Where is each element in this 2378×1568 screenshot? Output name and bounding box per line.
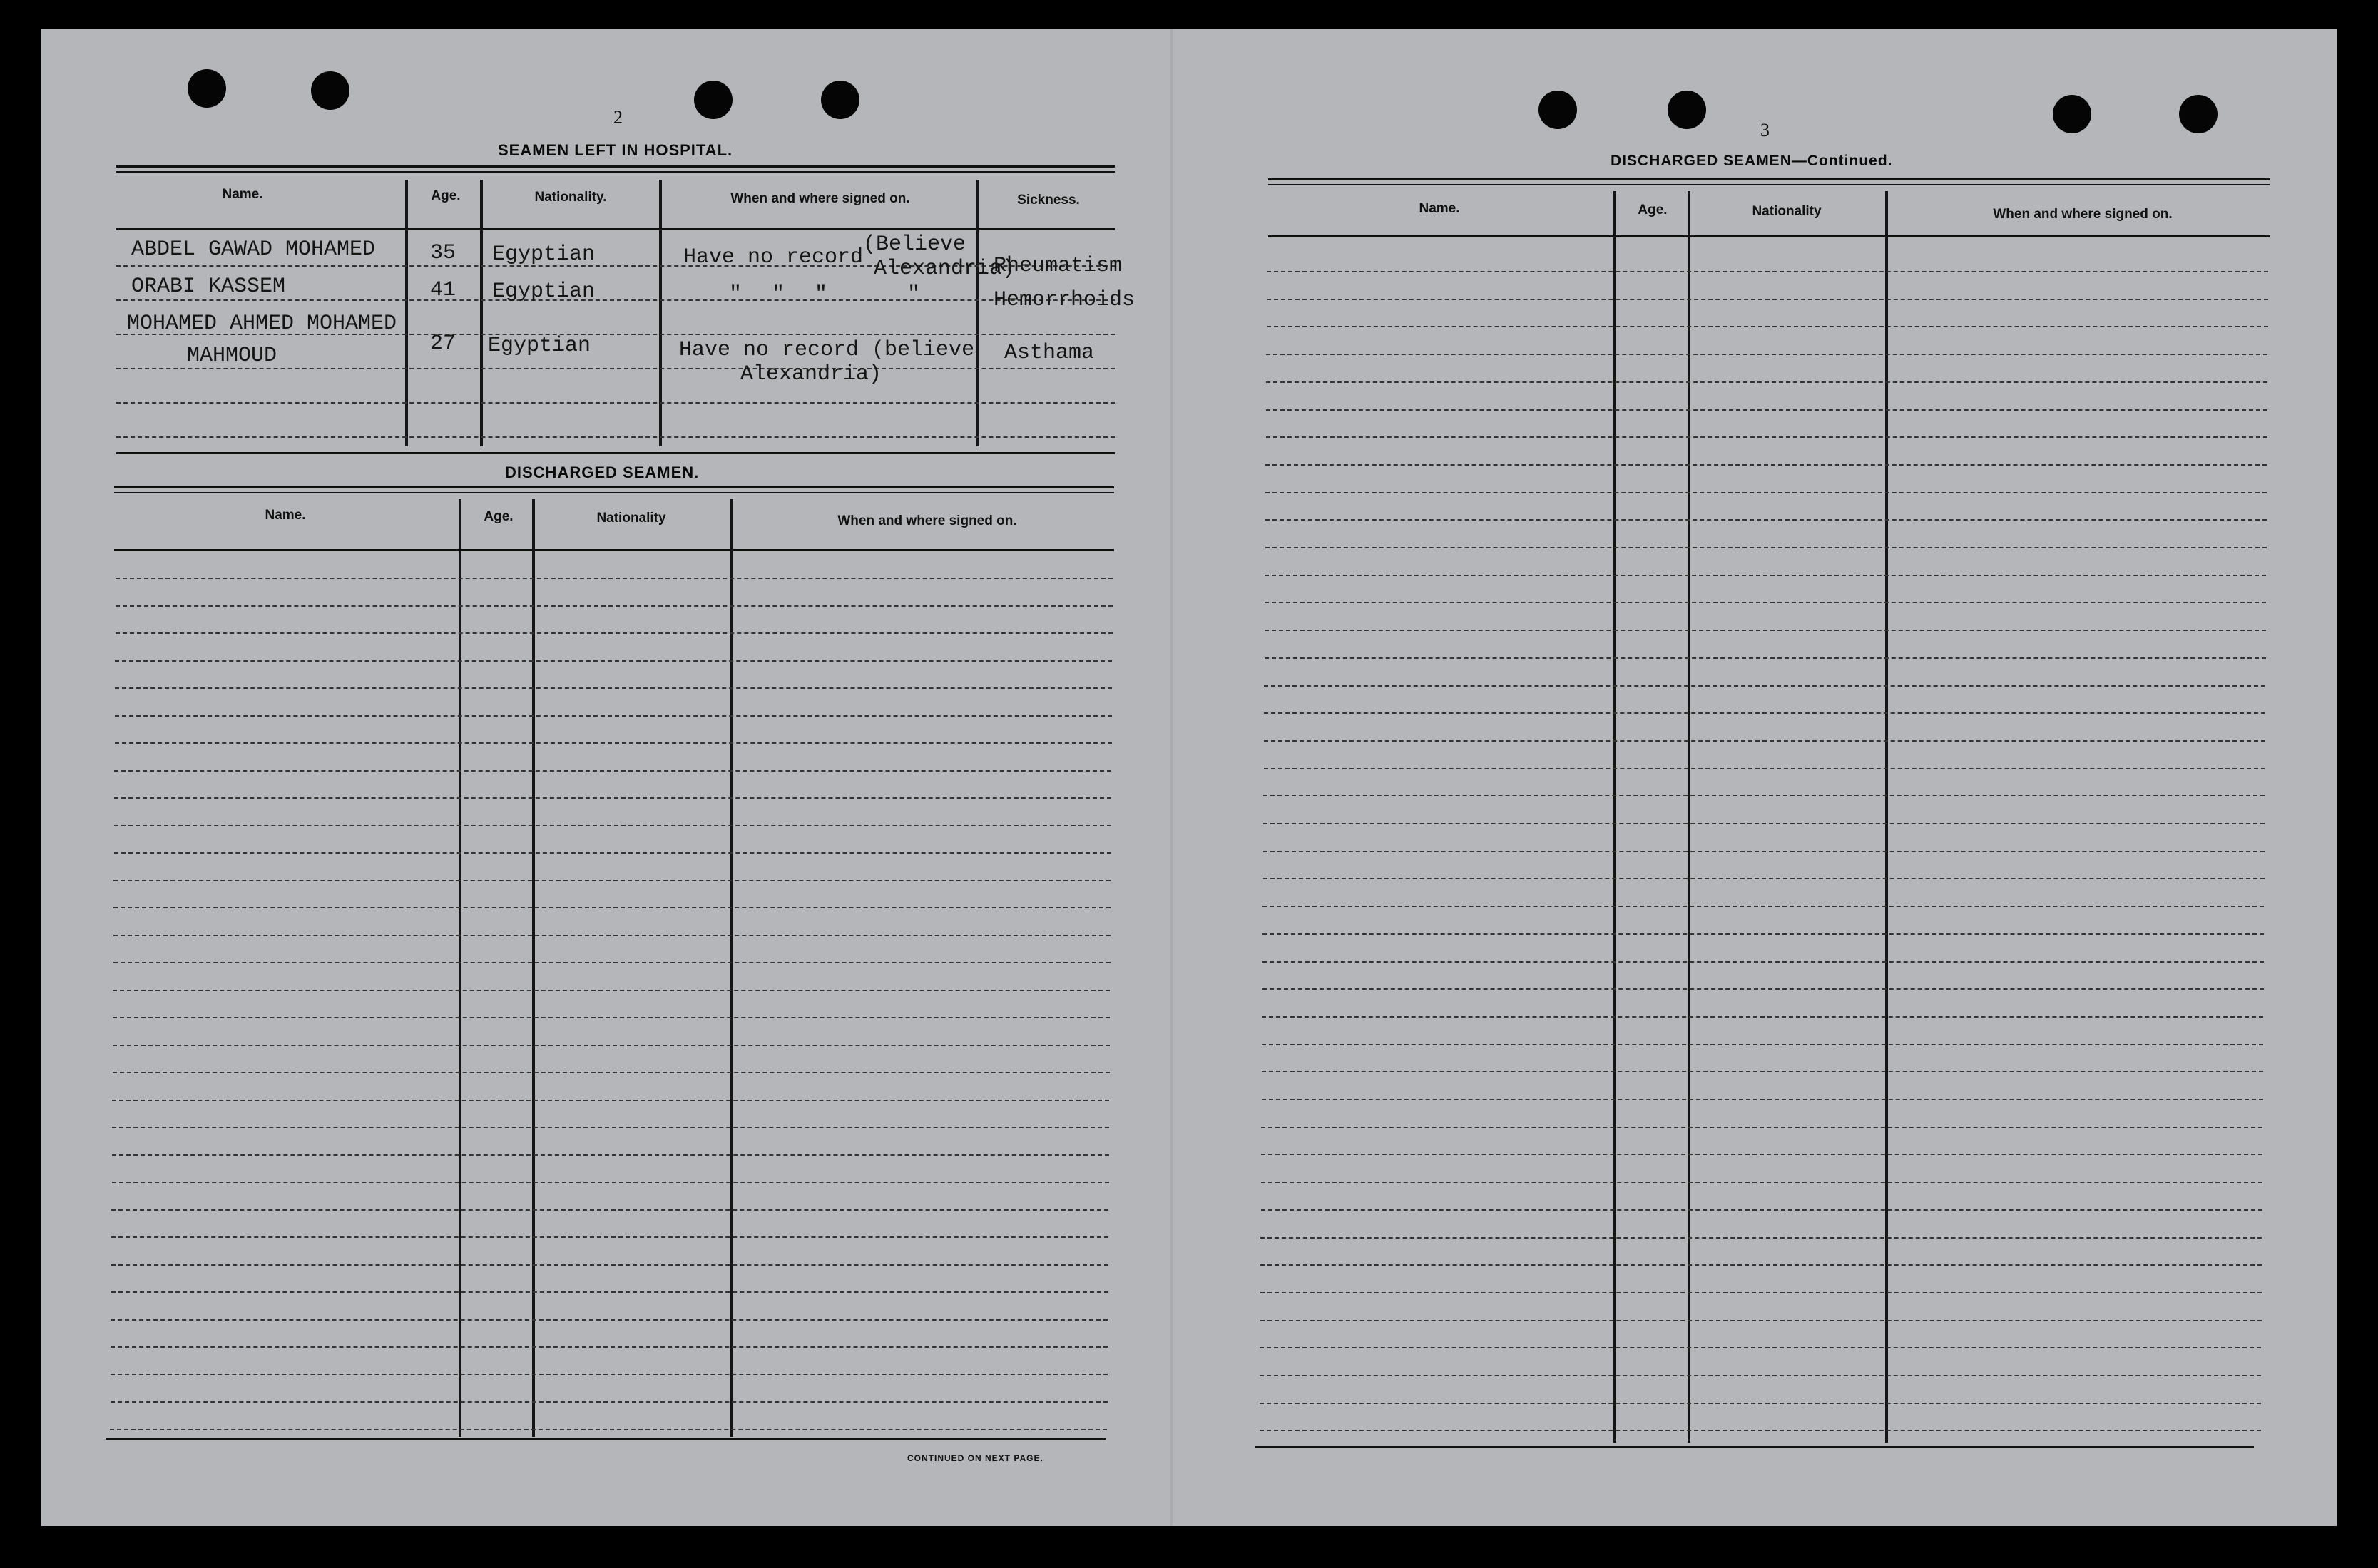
row-line (1265, 547, 2267, 548)
row-line (1262, 1099, 2263, 1100)
table-top-rule (114, 492, 1114, 493)
column-header-nationality: Nationality. (534, 190, 607, 205)
row-line (115, 742, 1112, 744)
row-line (1264, 768, 2265, 769)
row-line (113, 990, 1110, 991)
row-line (116, 436, 1115, 438)
column-header-age: Age. (1638, 203, 1668, 217)
row-line (1261, 1209, 2262, 1211)
punch-hole (1668, 91, 1706, 129)
row-line (113, 1072, 1110, 1073)
row-line (1262, 933, 2264, 935)
column-header-signed-on: When and where signed on. (730, 191, 910, 206)
punch-hole (2179, 95, 2218, 133)
row-line (1266, 354, 2267, 355)
ditto-mark: " (907, 282, 921, 307)
signed-on-text: Have no record (683, 245, 864, 270)
row-line (116, 632, 1113, 634)
punch-hole (821, 81, 859, 119)
ditto-mark: " (729, 282, 743, 307)
row-line (1264, 740, 2265, 742)
column-header-nationality: Nationality (1752, 204, 1822, 219)
row-line (116, 605, 1113, 607)
row-line (116, 299, 1115, 301)
row-line (116, 402, 1115, 404)
row-line (1267, 299, 2268, 300)
row-line (113, 880, 1111, 881)
row-line (1260, 1320, 2262, 1321)
column-header-age: Age. (484, 509, 514, 524)
row-line (1263, 795, 2265, 796)
seaman-name: MAHMOUD (187, 344, 277, 368)
row-line (1266, 381, 2267, 383)
row-line (111, 1291, 1108, 1293)
column-divider (1613, 191, 1616, 1443)
table-bottom-rule (116, 452, 1115, 454)
row-line (113, 935, 1111, 936)
row-line (111, 1401, 1108, 1403)
row-line (112, 1182, 1109, 1183)
row-line (1260, 1264, 2262, 1266)
row-line (1260, 1403, 2261, 1404)
row-line (114, 797, 1111, 799)
row-line (111, 1236, 1108, 1238)
table-top-rule (114, 486, 1114, 488)
column-divider (1885, 191, 1888, 1443)
column-divider (730, 499, 733, 1437)
column-divider (480, 180, 483, 446)
row-line (1261, 1154, 2262, 1155)
table-top-rule (116, 165, 1115, 168)
row-line (1261, 1127, 2262, 1128)
row-line (1262, 1016, 2263, 1018)
row-line (1267, 271, 2268, 272)
table-top-rule (1268, 178, 2270, 180)
punch-hole (311, 71, 349, 110)
seaman-name: MOHAMED AHMED MOHAMED (127, 312, 397, 336)
signed-on-text: (Believe (863, 232, 966, 257)
signed-on-text: Alexandria) (740, 362, 882, 386)
row-line (112, 1127, 1109, 1128)
row-line (1265, 657, 2266, 659)
table-bottom-rule (1255, 1446, 2254, 1448)
row-line (1266, 409, 2267, 411)
row-line (112, 1154, 1109, 1156)
page-number: 2 (613, 107, 623, 128)
row-line (1262, 906, 2264, 907)
row-line (1261, 1182, 2262, 1183)
column-header-name: Name. (222, 187, 263, 202)
row-line (1260, 1347, 2261, 1348)
row-line (115, 687, 1112, 689)
row-line (113, 907, 1111, 908)
row-line (114, 770, 1111, 772)
sickness-text: Hemorrhoids (994, 288, 1136, 312)
row-line (1266, 436, 2267, 438)
row-line (111, 1374, 1108, 1375)
seaman-name: ABDEL GAWAD MOHAMED (131, 237, 376, 262)
seaman-age: 41 (430, 278, 456, 302)
row-line (1262, 1044, 2263, 1045)
row-line (116, 368, 1115, 369)
signed-on-text: Alexandria) (874, 257, 1016, 281)
column-divider (976, 180, 979, 446)
punch-hole (694, 81, 733, 119)
table-bottom-rule (106, 1438, 1106, 1440)
row-line (1260, 1292, 2262, 1293)
signed-on-text: Have no record (believe (679, 338, 975, 362)
row-line (113, 1017, 1110, 1018)
row-line (111, 1346, 1108, 1348)
seaman-age: 27 (430, 332, 456, 356)
header-bottom-rule (116, 228, 1115, 230)
column-divider (659, 180, 662, 446)
row-line (1265, 630, 2266, 631)
seaman-name: ORABI KASSEM (131, 275, 286, 299)
row-line (112, 1100, 1109, 1101)
row-line (1262, 988, 2264, 990)
row-line (116, 578, 1113, 579)
table-top-rule (116, 171, 1115, 173)
column-divider (532, 499, 535, 1437)
row-line (114, 825, 1111, 826)
row-line (110, 1429, 1107, 1430)
row-line (1263, 851, 2265, 852)
row-line (1260, 1430, 2261, 1431)
column-divider (1688, 191, 1690, 1443)
column-header-nationality: Nationality (596, 511, 666, 526)
row-line (113, 962, 1111, 963)
row-line (1263, 823, 2265, 824)
punch-hole (188, 69, 226, 108)
row-line (111, 1209, 1108, 1211)
seaman-nationality: Egyptian (492, 242, 596, 267)
column-divider (405, 180, 408, 446)
seaman-nationality: Egyptian (492, 280, 596, 304)
discharged-continued-title: DISCHARGED SEAMEN—Continued. (1611, 153, 1893, 169)
sickness-text: Rheumatism (994, 254, 1123, 278)
column-header-sickness: Sickness. (1017, 193, 1080, 207)
row-line (114, 852, 1111, 854)
row-line (115, 660, 1112, 662)
row-line (1262, 1071, 2263, 1072)
row-line (1260, 1237, 2262, 1239)
row-line (1265, 464, 2267, 466)
ditto-mark: " (772, 282, 785, 307)
sickness-text: Asthama (1004, 341, 1095, 365)
row-line (1265, 519, 2267, 521)
hospital-section-title: SEAMEN LEFT IN HOSPITAL. (498, 141, 733, 159)
row-line (113, 1045, 1110, 1046)
punch-hole (2053, 95, 2091, 133)
column-header-age: Age. (431, 188, 461, 203)
header-bottom-rule (114, 549, 1114, 551)
column-header-signed-on: When and where signed on. (1993, 207, 2173, 222)
discharged-section-title: DISCHARGED SEAMEN. (505, 463, 700, 481)
row-line (1262, 961, 2264, 963)
ditto-mark: " (815, 282, 828, 307)
page-number: 3 (1760, 120, 1770, 140)
continued-note: CONTINUED ON NEXT PAGE. (907, 1453, 1043, 1463)
table-top-rule (1268, 184, 2270, 185)
row-line (1264, 712, 2265, 714)
row-line (111, 1319, 1108, 1321)
row-line (111, 1264, 1108, 1266)
punch-hole (1538, 91, 1577, 129)
seaman-age: 35 (430, 241, 456, 265)
row-line (1267, 326, 2268, 327)
column-divider (459, 499, 461, 1437)
row-line (1265, 492, 2267, 493)
seaman-nationality: Egyptian (488, 334, 591, 358)
row-line (1260, 1375, 2261, 1376)
row-line (1263, 878, 2265, 879)
row-line (1265, 575, 2266, 576)
row-line (1265, 602, 2266, 603)
row-line (115, 715, 1112, 717)
page-fold (1170, 29, 1173, 1526)
row-line (1264, 685, 2265, 687)
column-header-name: Name. (265, 508, 306, 523)
column-header-name: Name. (1419, 201, 1460, 216)
column-header-signed-on: When and where signed on. (837, 513, 1017, 528)
document-sheet (41, 29, 2337, 1526)
header-bottom-rule (1268, 235, 2270, 237)
